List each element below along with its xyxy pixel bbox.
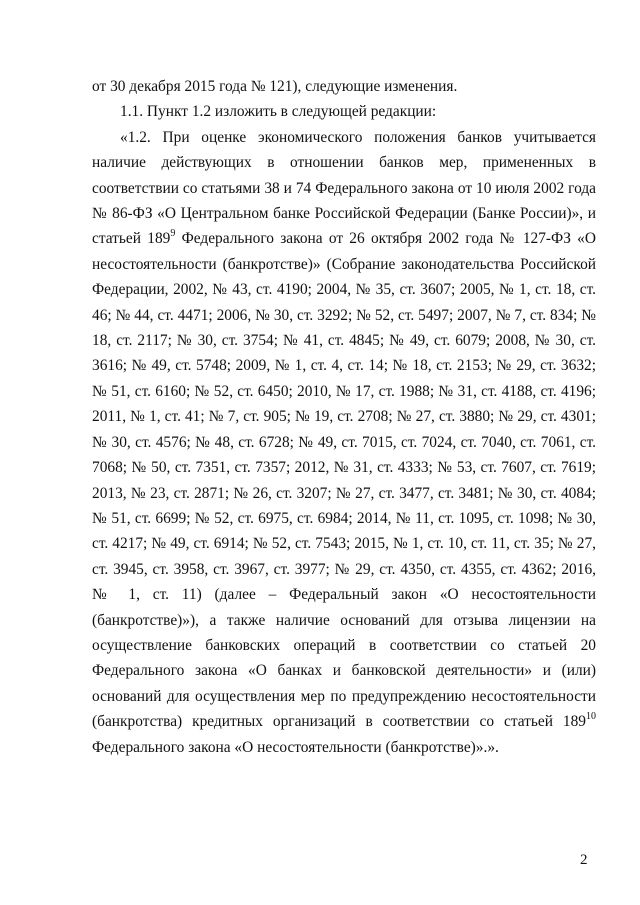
page-number: 2 bbox=[580, 852, 588, 868]
paragraph-text-part-1: «1.2. При оценке экономического положения банков учитывается наличие действующих в отношении банков мер, примененных в соответствии со статьями 38 и 74 Федерального закона от 10 июля 2002 года № 86-ФЗ «О Центральном банке Российской Федерации (Банке России)», и статьей 189 bbox=[92, 128, 596, 248]
paragraph-text-part-2: Федерального закона от 26 октября 2002 года № 127-ФЗ «О несостоятельности (банкротстве)» (Собрание законодательства Российской Федерации, 2002, № 43, ст. 4190; 2004, № 35, ст. 3607; 2005, № 1, ст. 18, ст. 46; № 44, ст. 4471; 2006, № 30, ст. 3292; № 52, ст. 5497; 2007, № 7, ст. 834; № 18, ст. 2117; № 30, ст. 3754; № 41, ст. 4845; № 49, ст. 6079; 2008, № 30, ст. 3616; № 49, ст. 5748; 2009, № 1, ст. 4, ст. 14; № 18, ст. 2153; № 29, ст. 3632; № 51, ст. 6160; № 52, ст. 6450; 2010, № 17, ст. 1988; № 31, ст. 4188, ст. 4196; 2011, № 1, ст. 41; № 7, ст. 905; № 19, ст. 2708; № 27, ст. 3880; № 29, ст. 4301; № 30, ст. 4576; № 48, ст. 6728; № 49, ст. 7015, ст. 7024, ст. 7040, ст. 7061, ст. 7068; № 50, ст. 7351, ст. 7357; 2012, № 31, ст. 4333; № 53, ст. 7607, ст. 7619; 2013, № 23, ст. 2871; № 26, ст. 3207; № 27, ст. 3477, ст. 3481; № 30, ст. 4084; № 51, ст. 6699; № 52, ст. 6975, ст. 6984; 2014, № 11, ст. 1095, ст. 1098; № 30, ст. 4217; № 49, ст. 6914; № 52, ст. 7543; 2015, № 1, ст. 10, ст. 11, ст. 35; № 27, ст. 3945, ст. 3958, ст. 3967, ст. 3977; № 29, ст. 4350, ст. 4355, ст. 4362; 2016, № 1, ст. 11) (далее – Федеральный закон «О несостоятельности (банкротстве)»), а также наличие оснований для отзыва лицензии на осуществление банковских операций в соответствии со статьей 20 Федерального закона «О банках и банковской деятельности» и (или) оснований для осуществления мер по предупреждению несостоятельности (банкротства) кредитных организаций в соответствии со статьей 189 bbox=[92, 230, 596, 731]
document-body bbox=[92, 74, 596, 760]
superscript-10: 10 bbox=[586, 711, 596, 723]
paragraph-continuation: от 30 декабря 2015 года № 121), следующие изменения. bbox=[92, 78, 458, 95]
superscript-9: 9 bbox=[170, 228, 176, 240]
paragraph-text-part-3: Федерального закона «О несостоятельности (банкротстве)».». bbox=[92, 738, 499, 756]
paragraph-item-1-2 bbox=[92, 125, 596, 760]
paragraph-item-1-1: 1.1. Пункт 1.2 изложить в следующей редакции: bbox=[120, 103, 437, 121]
